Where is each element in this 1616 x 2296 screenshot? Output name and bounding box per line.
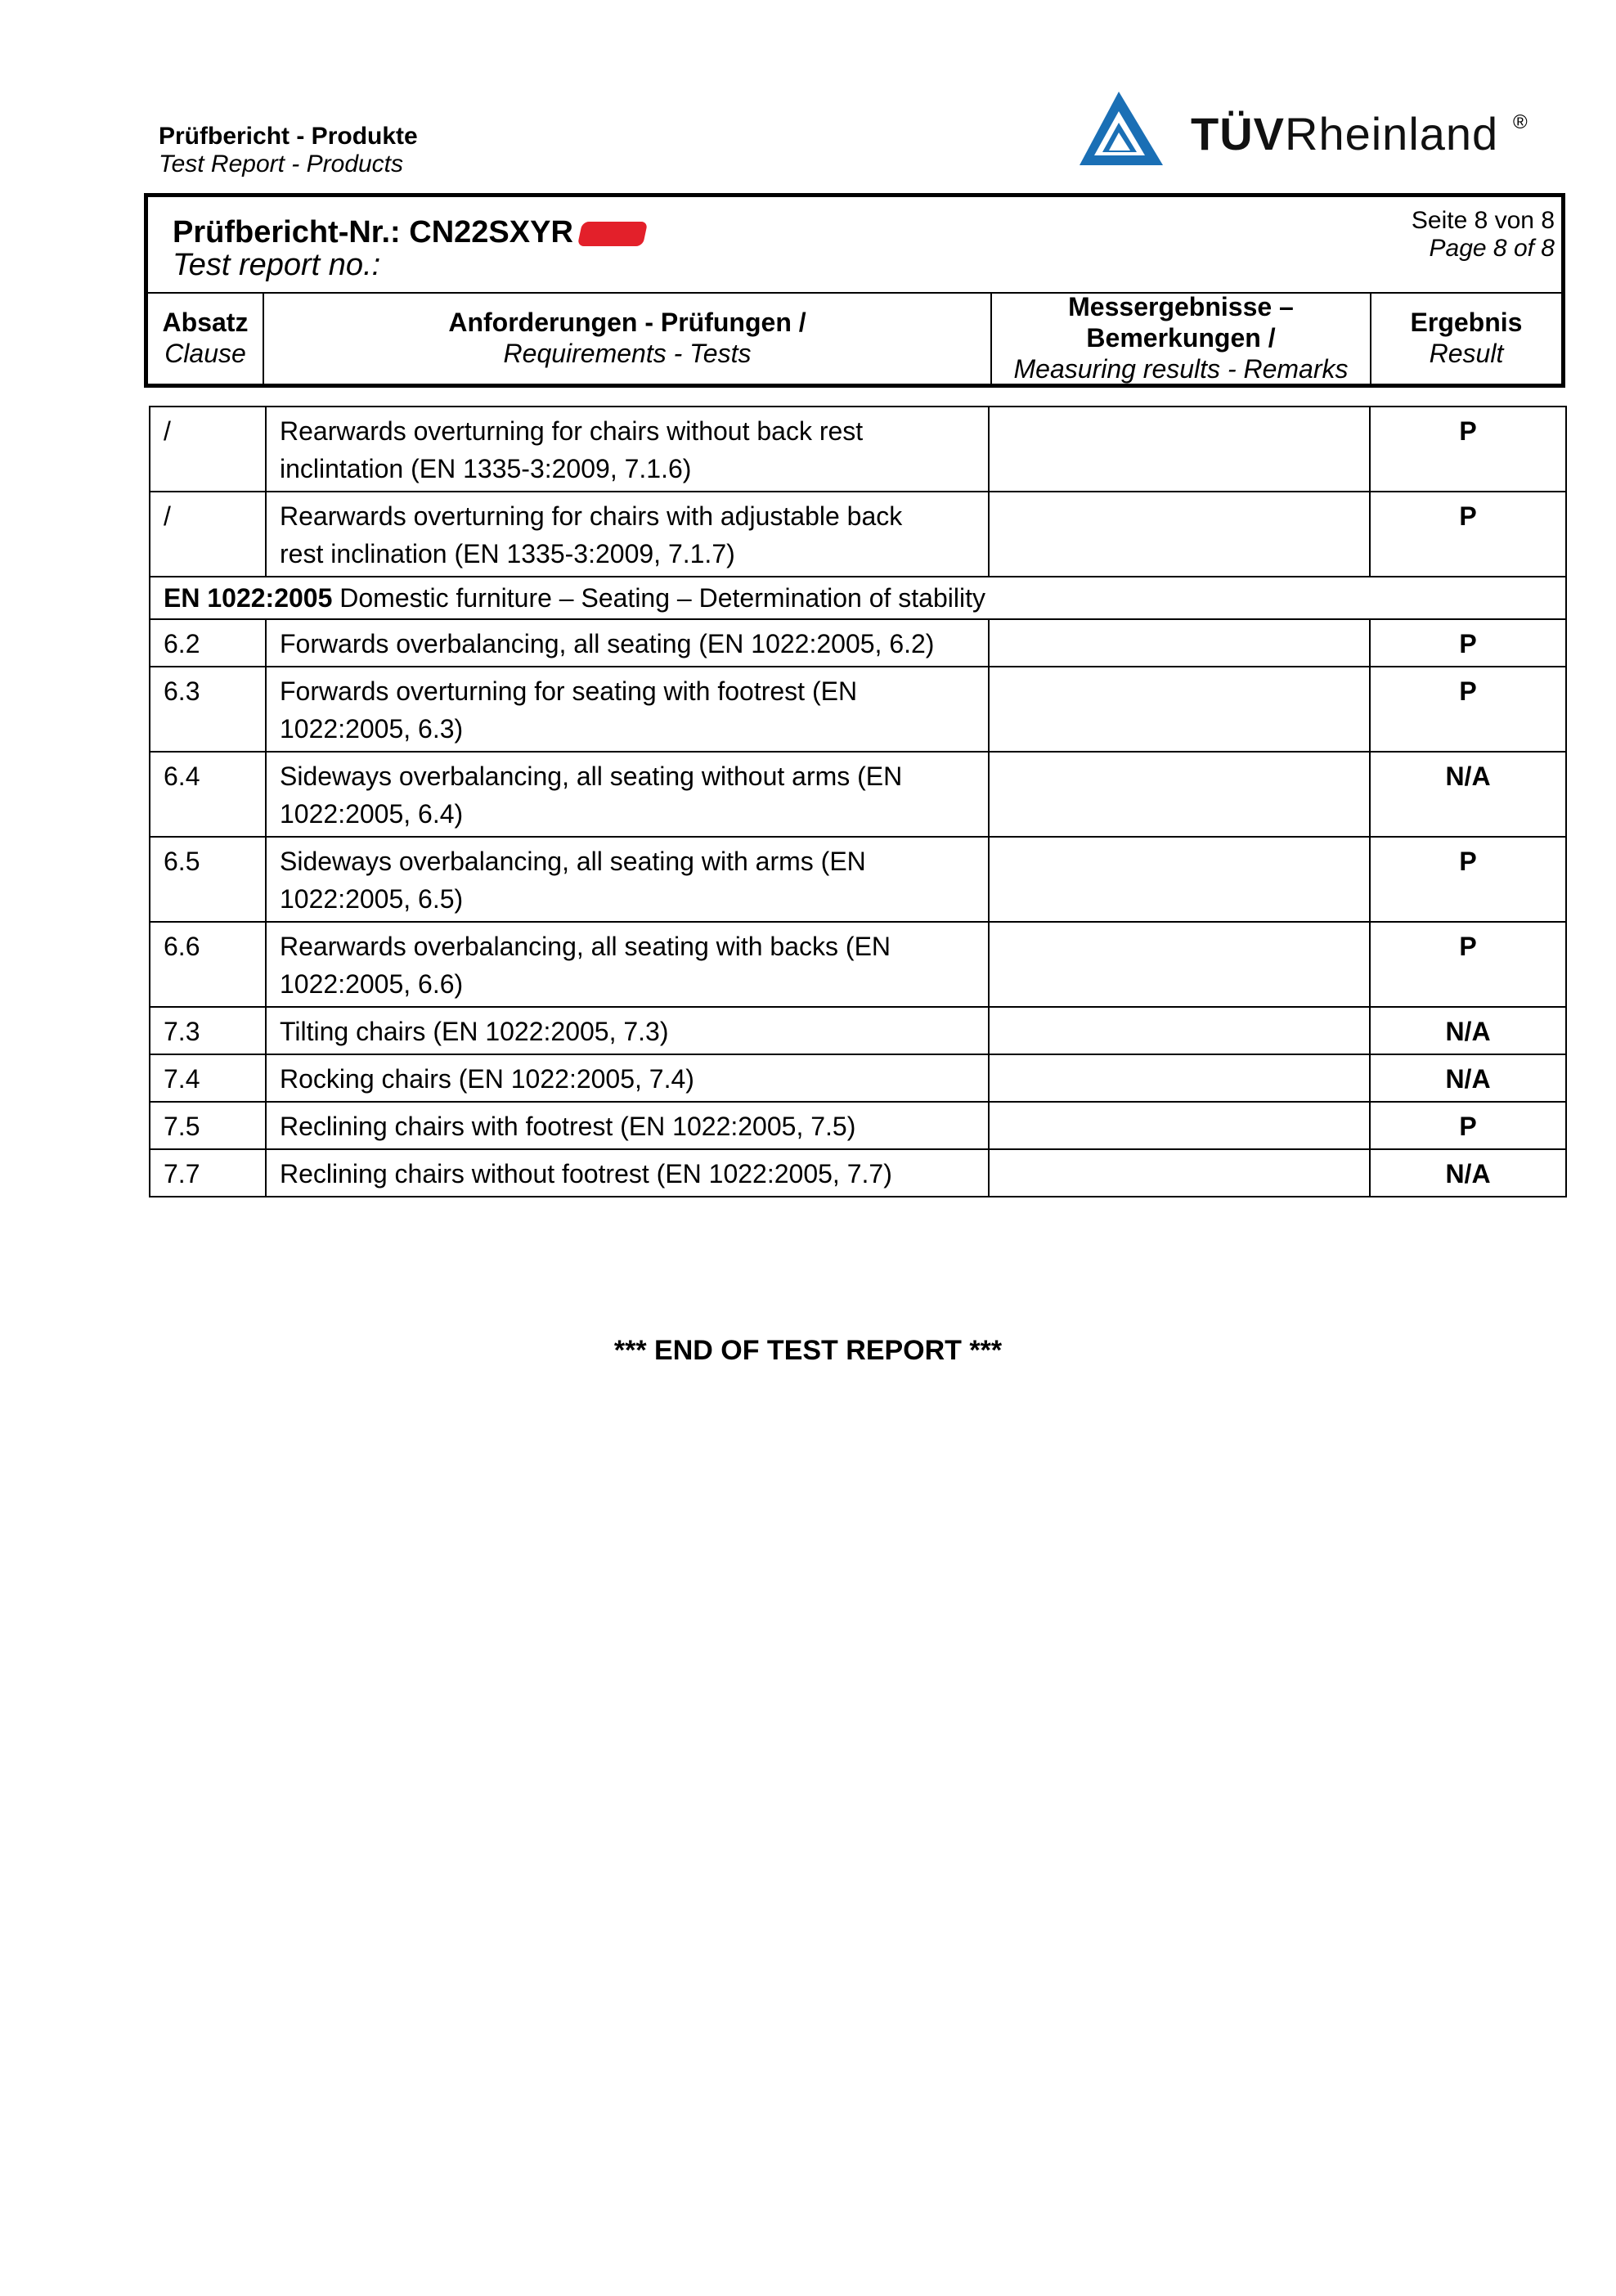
- clause-cell: 6.4: [150, 752, 266, 837]
- column-header-measuring-results: Messergebnisse – Bemerkungen / Measuring results - Remarks: [992, 292, 1371, 384]
- requirement-cell: Tilting chairs (EN 1022:2005, 7.3): [266, 1007, 989, 1054]
- table-row: [150, 922, 1566, 1007]
- report-number-en: Test report no.:: [173, 248, 381, 282]
- table-row: [150, 1149, 1566, 1197]
- end-of-report: *** END OF TEST REPORT ***: [613, 1335, 1003, 1366]
- remarks-cell: [989, 1102, 1370, 1149]
- brand-name: TÜVRheinland: [1191, 108, 1499, 160]
- table-row: [150, 619, 1566, 667]
- table-row: [150, 837, 1566, 922]
- page-indicator-de: Seite 8 von 8: [1411, 207, 1555, 234]
- result-cell: P: [1370, 922, 1566, 1007]
- clause-cell: /: [150, 492, 266, 577]
- result-cell: N/A: [1370, 1007, 1566, 1054]
- clause-cell: 7.3: [150, 1007, 266, 1054]
- result-cell: N/A: [1370, 1149, 1566, 1197]
- result-cell: P: [1370, 667, 1566, 752]
- result-cell: P: [1370, 837, 1566, 922]
- report-number: Prüfbericht-Nr.: CN22SXYR: [173, 215, 645, 250]
- requirement-cell: Rearwards overturning for chairs without back rest inclintation (EN 1335-3:2009, 7.1.6): [266, 407, 989, 492]
- clause-cell: 7.7: [150, 1149, 266, 1197]
- column-headers: [148, 292, 1561, 384]
- remarks-cell: [989, 752, 1370, 837]
- clause-cell: /: [150, 407, 266, 492]
- remarks-cell: [989, 619, 1370, 667]
- table-row: [150, 407, 1566, 492]
- result-cell: P: [1370, 619, 1566, 667]
- requirement-cell: Rearwards overturning for chairs with adjustable back rest inclination (EN 1335-3:2009, 7.1.7): [266, 492, 989, 577]
- result-cell: P: [1370, 1102, 1566, 1149]
- requirement-cell: Reclining chairs with footrest (EN 1022:2005, 7.5): [266, 1102, 989, 1149]
- result-cell: N/A: [1370, 752, 1566, 837]
- remarks-cell: [989, 492, 1370, 577]
- requirement-cell: Sideways overbalancing, all seating without arms (EN 1022:2005, 6.4): [266, 752, 989, 837]
- remarks-cell: [989, 922, 1370, 1007]
- triangle-logo-icon: [1078, 87, 1176, 168]
- remarks-cell: [989, 667, 1370, 752]
- clause-cell: 6.5: [150, 837, 266, 922]
- requirement-cell: Forwards overbalancing, all seating (EN 1022:2005, 6.2): [266, 619, 989, 667]
- clause-cell: 6.3: [150, 667, 266, 752]
- clause-cell: 7.5: [150, 1102, 266, 1149]
- section-heading: EN 1022:2005 Domestic furniture – Seating – Determination of stability: [150, 577, 1566, 619]
- clause-cell: 6.6: [150, 922, 266, 1007]
- results-table: [149, 406, 1567, 1197]
- clause-cell: 6.2: [150, 619, 266, 667]
- table-row: [150, 492, 1566, 577]
- table-row: [150, 752, 1566, 837]
- tuv-rheinland-logo: [1078, 87, 1536, 168]
- column-header-requirements: Anforderungen - Prüfungen / Requirements - Tests: [264, 292, 992, 384]
- remarks-cell: [989, 407, 1370, 492]
- requirement-cell: Forwards overturning for seating with footrest (EN 1022:2005, 6.3): [266, 667, 989, 752]
- clause-cell: 7.4: [150, 1054, 266, 1102]
- remarks-cell: [989, 1149, 1370, 1197]
- document-type: [159, 123, 418, 178]
- document-type-en: Test Report - Products: [159, 151, 404, 177]
- result-cell: P: [1370, 492, 1566, 577]
- document-type-de: Prüfbericht - Produkte: [159, 123, 418, 150]
- requirement-cell: Reclining chairs without footrest (EN 1022:2005, 7.7): [266, 1149, 989, 1197]
- requirement-cell: Sideways overbalancing, all seating with arms (EN 1022:2005, 6.5): [266, 837, 989, 922]
- report-title-row: [148, 197, 1561, 294]
- section-row: [150, 577, 1566, 619]
- report-header: [144, 193, 1565, 388]
- table-row: [150, 667, 1566, 752]
- column-header-clause: Absatz Clause: [148, 292, 264, 384]
- redaction-mark: [577, 222, 648, 246]
- column-header-result: Ergebnis Result: [1410, 308, 1523, 368]
- requirement-cell: Rocking chairs (EN 1022:2005, 7.4): [266, 1054, 989, 1102]
- requirement-cell: Rearwards overbalancing, all seating with backs (EN 1022:2005, 6.6): [266, 922, 989, 1007]
- registered-mark: ®: [1513, 111, 1528, 133]
- result-cell: P: [1370, 407, 1566, 492]
- result-cell: N/A: [1370, 1054, 1566, 1102]
- remarks-cell: [989, 1007, 1370, 1054]
- table-row: [150, 1054, 1566, 1102]
- table-row: [150, 1102, 1566, 1149]
- page-indicator-en: Page 8 of 8: [1429, 235, 1555, 262]
- remarks-cell: [989, 1054, 1370, 1102]
- table-row: [150, 1007, 1566, 1054]
- remarks-cell: [989, 837, 1370, 922]
